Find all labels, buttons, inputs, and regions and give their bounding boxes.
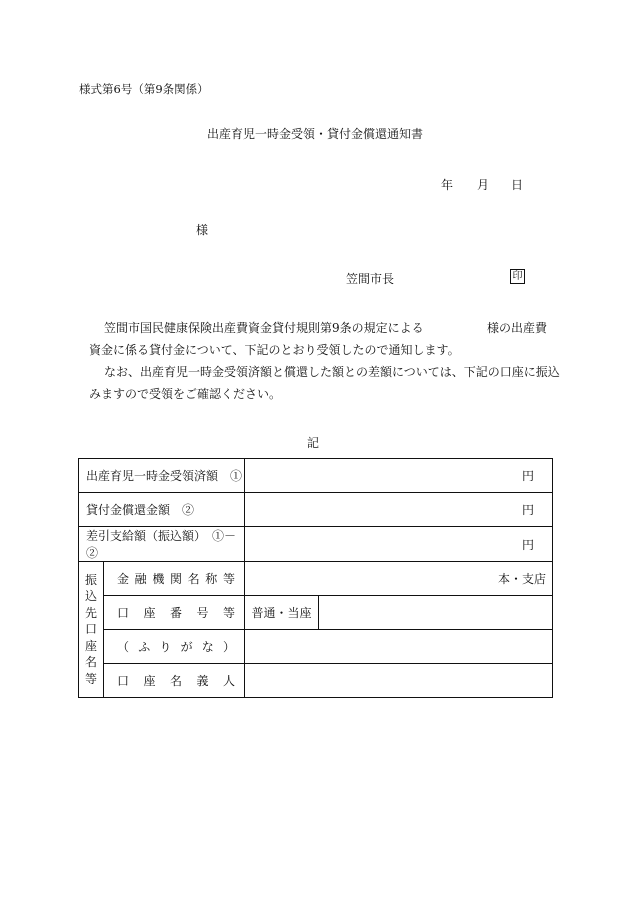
body-line-3: なお、出産育児一時金受領済額と償還した額との差額については、下記の口座に振込 — [104, 365, 560, 379]
received-amount-field[interactable] — [245, 459, 553, 493]
yen-unit: 円 — [522, 469, 535, 483]
table-row — [79, 664, 553, 698]
furigana-label-text: （ ふ り が な ） — [117, 640, 235, 654]
date-year-label: 年 — [441, 178, 454, 192]
account-number-field[interactable] — [319, 596, 553, 630]
account-type-field[interactable]: 普通・当座 — [245, 596, 319, 630]
body-line-4: みますので受領をご確認ください。 — [89, 387, 282, 401]
bank-name-label — [104, 562, 245, 596]
account-holder-field[interactable] — [245, 664, 553, 698]
table-row — [79, 630, 553, 664]
furigana-field[interactable] — [245, 630, 553, 664]
table-row — [79, 596, 553, 630]
body-line-2: 資金に係る貸付金について、下記のとおり受領したので通知します。 — [89, 343, 460, 357]
table-row — [79, 562, 553, 596]
body-line-1a: 笠間市国民健康保険出産費資金貸付規則第9条の規定による — [104, 321, 424, 335]
branch-label: 本・支店 — [498, 572, 547, 586]
table-row — [79, 527, 553, 562]
received-amount-label: 出産育児一時金受領済額 ① — [79, 459, 245, 493]
bank-name-field[interactable] — [245, 562, 553, 596]
addressee-suffix: 様 — [196, 223, 209, 237]
bank-account-group-label: 振 込 先 口 座 名 等 — [79, 562, 104, 698]
account-number-label — [104, 596, 245, 630]
repayment-amount-label: 貸付金償還金額 ② — [79, 493, 245, 527]
repayment-amount-field[interactable] — [245, 493, 553, 527]
account-number-label-text: 口 座 番 号 等 — [117, 606, 236, 620]
table-row — [79, 459, 553, 493]
details-table — [78, 458, 553, 698]
sender-name: 笠間市長 — [346, 272, 395, 286]
document-title: 出産育児一時金受領・貸付金償還通知書 — [207, 127, 424, 141]
form-number: 様式第6号（第9条関係） — [79, 82, 209, 96]
furigana-label — [104, 630, 245, 664]
ki-heading: 記 — [307, 436, 320, 450]
date-month-label: 月 — [477, 178, 490, 192]
yen-unit: 円 — [522, 503, 535, 517]
net-payment-label: 差引支給額（振込額） ①－② — [79, 527, 245, 562]
net-payment-field[interactable] — [245, 527, 553, 562]
account-holder-label — [104, 664, 245, 698]
table-row — [79, 493, 553, 527]
date-day-label: 日 — [511, 178, 524, 192]
yen-unit: 円 — [522, 537, 535, 552]
seal-mark: 印 — [510, 269, 525, 284]
bank-name-label-text: 金 融 機 関 名 称 等 — [117, 572, 235, 586]
body-line-1b: 様の出産費 — [487, 321, 548, 335]
account-holder-label-text: 口 座 名 義 人 — [117, 674, 236, 688]
